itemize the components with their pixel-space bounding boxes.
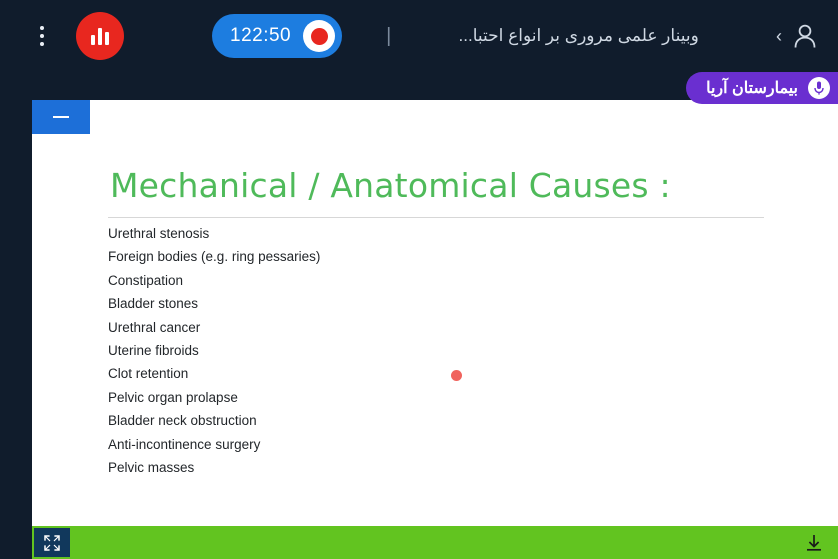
minimize-glyph	[53, 116, 69, 118]
logo-bar	[105, 32, 109, 45]
microphone-icon[interactable]	[808, 77, 830, 99]
list-item: Pelvic organ prolapse	[108, 389, 238, 405]
list-item: Urethral cancer	[108, 319, 201, 335]
session-title: وبینار علمی مروری بر انواع احتبا...	[458, 26, 699, 45]
laser-pointer-dot	[451, 370, 462, 381]
logo-bar	[91, 35, 95, 45]
list-item: Clot retention	[108, 366, 189, 382]
top-toolbar	[0, 0, 838, 72]
title-divider	[108, 217, 764, 218]
user-account-icon[interactable]	[788, 19, 822, 53]
list-item: Anti-incontinence surgery	[108, 436, 261, 452]
list-item: Foreign bodies (e.g. ring pessaries)	[108, 249, 321, 265]
list-item: Urethral stenosis	[108, 226, 210, 241]
logo-bar	[98, 28, 102, 45]
toolbar-separator: |	[386, 24, 392, 47]
record-dot-icon[interactable]	[303, 20, 335, 52]
chevron-left-icon[interactable]: ‹	[776, 25, 782, 46]
recorder-bars-icon[interactable]	[76, 12, 124, 60]
slide-stage	[32, 100, 838, 559]
kebab-dot	[40, 34, 44, 38]
minimize-button[interactable]	[32, 100, 90, 134]
slide-title: Mechanical / Anatomical Causes :	[110, 166, 671, 205]
speaker-name-label: بیمارستان آریا	[706, 80, 798, 97]
slide-bottom-bar[interactable]	[32, 526, 838, 559]
kebab-dot	[40, 42, 44, 46]
recording-timer-label: 122:50	[230, 25, 292, 46]
recording-timer-button[interactable]	[212, 14, 342, 58]
slide-bullet-list	[108, 222, 748, 479]
speaker-name-badge	[686, 72, 838, 104]
list-item: Bladder stones	[108, 296, 199, 312]
download-icon[interactable]	[802, 531, 826, 555]
list-item: Pelvic masses	[108, 460, 195, 476]
list-item: Uterine fibroids	[108, 343, 199, 359]
fullscreen-expand-icon[interactable]	[34, 528, 70, 557]
kebab-menu-icon[interactable]	[22, 16, 62, 56]
list-item: Bladder neck obstruction	[108, 413, 257, 429]
record-dot-inner	[311, 28, 328, 45]
list-item: Constipation	[108, 272, 184, 288]
kebab-dot	[40, 26, 44, 30]
